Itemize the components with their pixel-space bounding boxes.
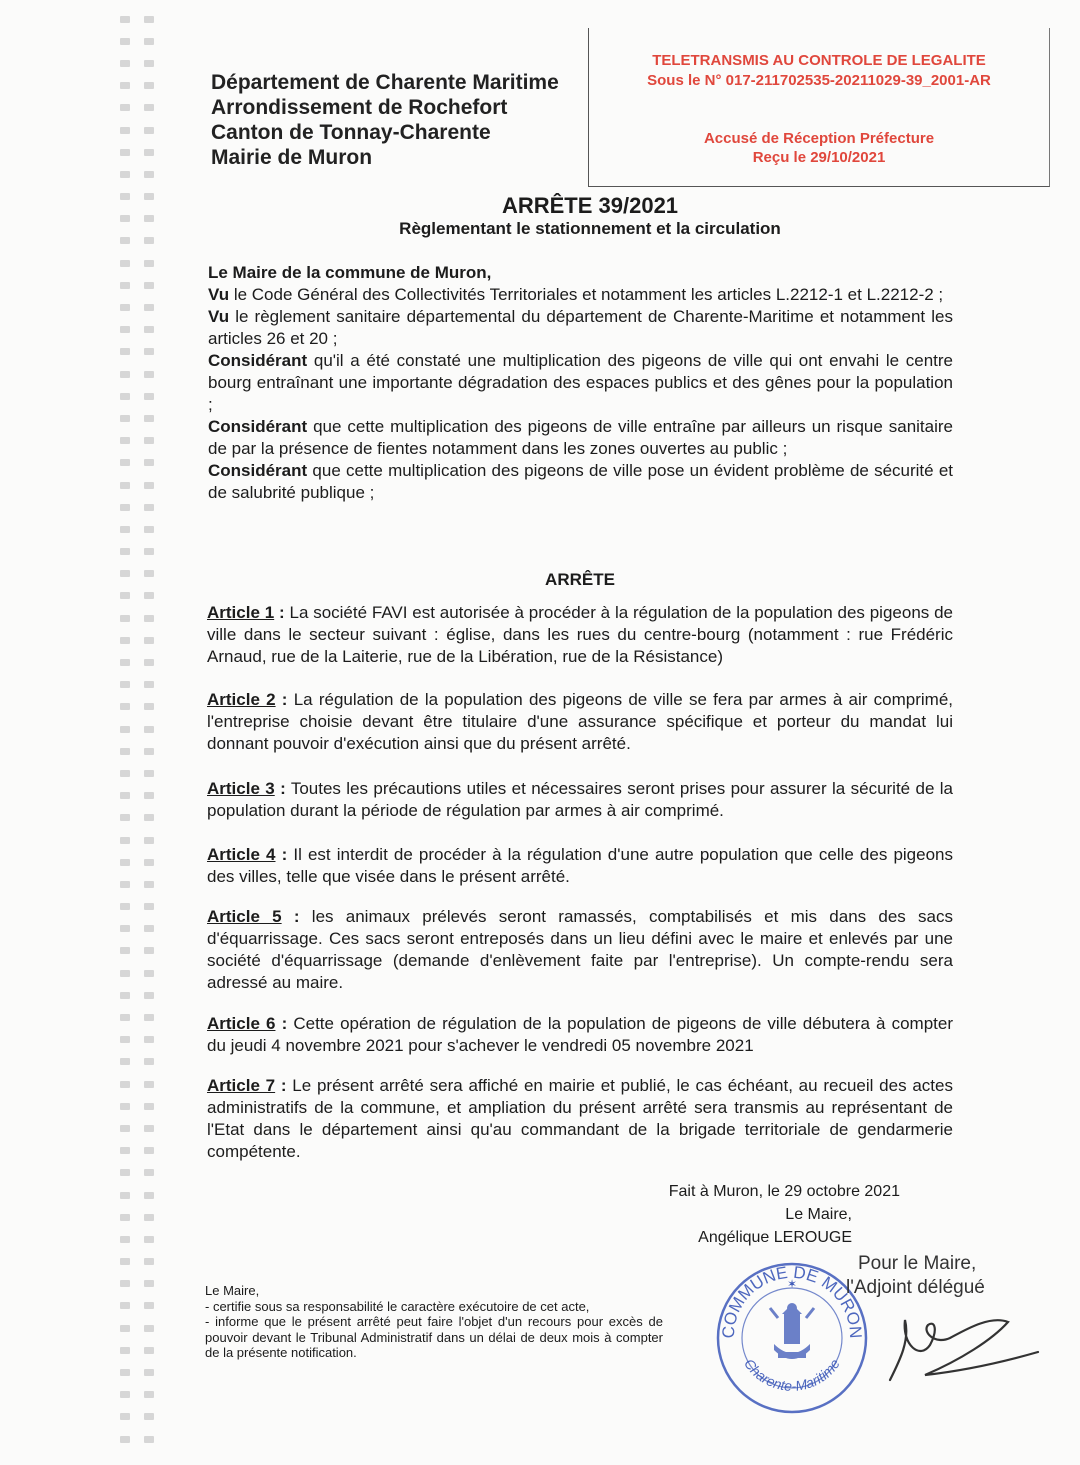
binder-hole	[120, 304, 130, 311]
binder-hole	[120, 526, 130, 533]
article-text: les animaux prélevés seront ramassés, comptabilisés et mis dans des sacs d'équarrissage. Ces sacs seront entreposés dans un lieu défini avec le maire et enlevés par une société d'équarrissage (demande d'enlèvement faite par l'entreprise). Un compte-rendu sera adressé au maire.	[207, 907, 954, 992]
binder-hole-row	[120, 1317, 170, 1339]
place-date: Fait à Muron, le 29 octobre 2021	[668, 1183, 900, 1200]
binder-hole-row	[120, 851, 170, 873]
binder-hole	[120, 1081, 130, 1088]
binder-hole-row	[120, 1095, 170, 1117]
arrondissement-line: Arrondissement de Rochefort	[211, 96, 508, 119]
binder-hole	[144, 947, 154, 954]
preamble-lead: Considérant	[208, 417, 308, 436]
binder-hole	[144, 1036, 154, 1043]
binder-hole-row	[120, 651, 170, 673]
binder-hole-row	[120, 430, 170, 452]
binder-hole	[144, 814, 154, 821]
binder-hole	[144, 1058, 154, 1065]
binder-hole	[144, 1369, 154, 1376]
mayor-intro: Le Maire de la commune de Muron,	[208, 263, 492, 282]
article-label: Article 7	[207, 1076, 276, 1095]
binder-hole	[120, 415, 130, 422]
stamp-transmission: TELETRANSMIS AU CONTROLE DE LEGALITE	[652, 52, 986, 69]
preamble-text: qu'il a été constaté une multiplication des pigeons de ville qui ont envahi le centre bourg entraînant une importante dégradation des espaces publics et des gênes pour la population ;	[208, 351, 953, 414]
svg-text:COMMUNE DE MURON: COMMUNE DE MURON	[718, 1262, 866, 1339]
binder-hole	[120, 792, 130, 799]
binder-hole-row	[120, 873, 170, 895]
binder-hole-row	[120, 674, 170, 696]
binder-hole	[144, 925, 154, 932]
handwritten-signature	[880, 1300, 1040, 1390]
binder-hole	[120, 947, 130, 954]
article-label: Article 3	[207, 779, 275, 798]
binder-hole-row	[120, 807, 170, 829]
binder-hole	[120, 726, 130, 733]
binder-hole-row	[120, 474, 170, 496]
preamble-text: le règlement sanitaire départemental du département de Charente-Maritime et notamment les articles 26 et 20 ;	[208, 307, 953, 348]
stamp-date: Reçu le 29/10/2021	[752, 149, 886, 166]
binder-hole	[120, 1147, 130, 1154]
binder-hole-row	[120, 1273, 170, 1295]
binder-hole	[120, 16, 130, 23]
binder-hole	[144, 615, 154, 622]
binder-hole	[144, 792, 154, 799]
binder-hole	[144, 104, 154, 111]
binder-hole-row	[120, 918, 170, 940]
binder-hole	[120, 681, 130, 688]
binder-hole	[120, 703, 130, 710]
binder-hole-row	[120, 163, 170, 185]
binder-hole-row	[120, 274, 170, 296]
binder-hole-row	[120, 52, 170, 74]
document-title: ARRÊTE 39/2021	[501, 193, 679, 218]
binder-hole-row	[120, 1361, 170, 1383]
binder-hole	[144, 1325, 154, 1332]
binder-hole	[120, 1169, 130, 1176]
binder-hole	[144, 504, 154, 511]
binder-hole-row	[120, 1428, 170, 1450]
binder-hole-row	[120, 1006, 170, 1028]
binder-hole	[120, 282, 130, 289]
binder-hole	[144, 1258, 154, 1265]
binder-hole	[120, 1036, 130, 1043]
binder-hole-row	[120, 119, 170, 141]
binder-hole	[144, 60, 154, 67]
binder-hole	[144, 437, 154, 444]
binder-hole-row	[120, 452, 170, 474]
binder-hole	[120, 60, 130, 67]
binder-hole	[144, 1103, 154, 1110]
binder-hole	[144, 1214, 154, 1221]
binder-hole	[144, 326, 154, 333]
binder-hole-row	[120, 696, 170, 718]
binder-hole-row	[120, 1051, 170, 1073]
handwritten-note	[846, 1252, 985, 1300]
mairie-line: Mairie de Muron	[211, 146, 373, 169]
binder-hole	[120, 1192, 130, 1199]
article-text: Il est interdit de procéder à la régulation d'une autre population que celle des pigeons des villes, telle que visée dans le présent arrêté.	[207, 845, 954, 886]
preamble	[208, 284, 953, 504]
binder-hole-row	[120, 962, 170, 984]
binder-hole-row	[120, 496, 170, 518]
binder-hole	[144, 770, 154, 777]
binder-hole	[144, 282, 154, 289]
preamble-lead: Vu	[208, 307, 230, 326]
binder-hole-row	[120, 785, 170, 807]
svg-text:✶: ✶	[786, 1277, 798, 1291]
binder-hole	[144, 38, 154, 45]
binder-hole	[144, 348, 154, 355]
binder-hole-row	[120, 518, 170, 540]
binder-hole-row	[120, 740, 170, 762]
footnote-certify: - certifie sous sa responsabilité le caractère exécutoire de cet acte,	[205, 1298, 590, 1314]
preamble-item	[208, 460, 953, 504]
decree-heading: ARRÊTE	[545, 570, 615, 589]
binder-hole	[144, 970, 154, 977]
signatory-name: Angélique LEROUGE	[698, 1229, 852, 1246]
binder-hole	[120, 171, 130, 178]
binder-hole	[120, 1058, 130, 1065]
binder-hole	[144, 127, 154, 134]
binder-hole	[120, 1214, 130, 1221]
binder-hole	[120, 1258, 130, 1265]
binder-hole	[120, 615, 130, 622]
binder-hole-row	[120, 1029, 170, 1051]
binder-hole	[120, 748, 130, 755]
binder-hole	[120, 903, 130, 910]
binder-hole	[144, 1147, 154, 1154]
binder-hole	[144, 371, 154, 378]
binder-hole-row	[120, 1251, 170, 1273]
handwritten-line-2: l'Adjoint délégué	[846, 1277, 985, 1298]
binder-hole-row	[120, 541, 170, 563]
binder-hole	[120, 1413, 130, 1420]
binder-hole	[144, 149, 154, 156]
binder-hole	[120, 1347, 130, 1354]
binder-hole	[120, 482, 130, 489]
preamble-item	[208, 350, 953, 416]
binder-hole-row	[120, 1339, 170, 1361]
handwritten-line-1: Pour le Maire,	[858, 1253, 977, 1274]
binder-hole	[144, 482, 154, 489]
binder-hole-row	[120, 1162, 170, 1184]
binder-hole	[120, 104, 130, 111]
article-3: Article 3 : Toutes les précautions utiles et nécessaires seront prises pour assurer la sécurité de la population durant la période de régulation par armes à air comprimé.	[207, 779, 953, 820]
article-label: Article 6	[207, 1014, 276, 1033]
binder-hole	[144, 548, 154, 555]
binder-hole-row	[120, 762, 170, 784]
binder-hole	[144, 1192, 154, 1199]
binder-hole	[120, 38, 130, 45]
footnote-heading: Le Maire,	[205, 1283, 260, 1298]
signature-block	[600, 1180, 900, 1249]
binder-hole	[120, 659, 130, 666]
binder-hole-row	[120, 1295, 170, 1317]
binder-hole-row	[120, 629, 170, 651]
binder-hole	[120, 970, 130, 977]
binder-hole-row	[120, 385, 170, 407]
binder-hole	[120, 1436, 130, 1443]
preamble-text: que cette multiplication des pigeons de ville pose un évident problème de sécurité et de salubrité publique ;	[208, 461, 953, 502]
binder-hole-row	[120, 75, 170, 97]
binder-hole-row	[120, 1117, 170, 1139]
stamp-receipt: Accusé de Réception Préfecture	[703, 130, 935, 147]
binder-hole	[120, 127, 130, 134]
preamble-lead: Vu	[208, 285, 230, 304]
binder-hole-row	[120, 252, 170, 274]
binder-hole-row	[120, 1228, 170, 1250]
binder-hole	[120, 82, 130, 89]
binder-hole	[144, 260, 154, 267]
article-text: La société FAVI est autorisée à procéder à la régulation de la population des pigeons de ville dans le secteur suivant : église, dans les rues du centre-bourg (notamment : rue Frédéric Arnaud, rue de la Laiterie, rue de la Libération, rue de la Résistance)	[207, 603, 953, 666]
binder-hole-row	[120, 896, 170, 918]
binder-hole	[144, 304, 154, 311]
article-2: Article 2 : La régulation de la population des pigeons de ville se fera par armes à air comprimé, l'entreprise choisie devant être titulaire d'une assurance spécifique et porteur du mandat lui donnant pouvoir d'exécution ainsi que du présent arrêté.	[207, 690, 954, 753]
binder-hole	[144, 1391, 154, 1398]
article-text: La régulation de la population des pigeons de ville se fera par armes à air comprimé, l'entreprise choisie devant être titulaire d'une assurance spécifique et porteur du mandat lui donnant pouvoir d'exécution ainsi que du présent arrêté.	[207, 690, 954, 753]
binder-hole	[120, 348, 130, 355]
binder-hole	[144, 171, 154, 178]
preamble-item	[208, 284, 953, 306]
binder-hole	[120, 1369, 130, 1376]
binder-hole	[144, 16, 154, 23]
legal-footnote	[205, 1283, 663, 1361]
binder-hole	[120, 592, 130, 599]
binder-hole-row	[120, 1073, 170, 1095]
binder-hole-row	[120, 363, 170, 385]
binder-hole-row	[120, 1384, 170, 1406]
preamble-item	[208, 306, 953, 350]
binder-hole	[144, 637, 154, 644]
binder-hole-row	[120, 718, 170, 740]
binder-hole	[144, 82, 154, 89]
binder-hole	[120, 1302, 130, 1309]
binder-hole-row	[120, 30, 170, 52]
binder-hole	[144, 1014, 154, 1021]
prefecture-stamp	[588, 28, 1050, 187]
article-text: Toutes les précautions utiles et nécessaires seront prises pour assurer la sécurité de la population durant la période de régulation par armes à air comprimé.	[207, 779, 953, 820]
binder-hole	[144, 837, 154, 844]
document-subtitle: Règlementant le stationnement et la circulation	[399, 219, 781, 238]
stamp-number: Sous le N° 017-211702535-20211029-39_2001-AR	[647, 72, 991, 89]
article-1: Article 1 : La société FAVI est autorisée à procéder à la régulation de la population des pigeons de ville dans le secteur suivant : église, dans les rues du centre-bourg (notamment : rue Frédéric Arnaud, rue de la Laiterie, rue de la Libération, rue de la Résistance)	[207, 603, 953, 666]
canton-line: Canton de Tonnay-Charente	[211, 121, 491, 144]
binder-hole	[120, 881, 130, 888]
article-label: Article 1	[207, 603, 275, 622]
binder-hole	[120, 548, 130, 555]
binder-hole	[120, 770, 130, 777]
binder-hole	[144, 1302, 154, 1309]
preamble-lead: Considérant	[208, 351, 308, 370]
binder-hole	[120, 371, 130, 378]
binder-hole-row	[120, 97, 170, 119]
binder-hole	[144, 1436, 154, 1443]
binder-hole-row	[120, 407, 170, 429]
binder-hole	[120, 859, 130, 866]
binder-hole	[144, 526, 154, 533]
binder-hole	[144, 726, 154, 733]
binder-hole	[144, 681, 154, 688]
binder-hole	[144, 592, 154, 599]
binder-hole	[144, 992, 154, 999]
binder-hole	[120, 260, 130, 267]
binder-hole	[120, 1014, 130, 1021]
binder-hole-row	[120, 141, 170, 163]
binder-hole	[120, 393, 130, 400]
preamble-lead: Considérant	[208, 461, 308, 480]
binder-hole-row	[120, 1406, 170, 1428]
article-label: Article 4	[207, 845, 276, 864]
department-line: Département de Charente Maritime	[211, 71, 559, 94]
binder-hole-row	[120, 8, 170, 30]
signatory-role: Le Maire,	[785, 1206, 852, 1223]
binder-hole	[120, 1391, 130, 1398]
article-4: Article 4 : Il est interdit de procéder à la régulation d'une autre population que celle des pigeons des villes, telle que visée dans le présent arrêté.	[207, 845, 954, 886]
binder-hole	[144, 1125, 154, 1132]
binder-hole	[120, 149, 130, 156]
binder-hole-row	[120, 1140, 170, 1162]
binder-hole-row	[120, 829, 170, 851]
binder-hole	[144, 881, 154, 888]
article-text: Le présent arrêté sera affiché en mairie et publié, le cas échéant, au recueil des actes administratifs de la commune, et ampliation du présent arrêté sera transmis au représentant de l'Etat dans le département ainsi qu'au commandant de la brigade territoriale de gendarmerie compétente.	[207, 1076, 953, 1161]
preamble-item	[208, 416, 953, 460]
binder-hole	[144, 1347, 154, 1354]
binder-hole	[144, 903, 154, 910]
svg-text:Charente-Maritime: Charente-Maritime	[741, 1355, 843, 1394]
preamble-text: le Code Général des Collectivités Territoriales et notamment les articles L.2212-1 et L.2212-2 ;	[229, 285, 944, 304]
binder-hole-row	[120, 1206, 170, 1228]
binder-hole-row	[120, 1184, 170, 1206]
article-5: Article 5 : les animaux prélevés seront ramassés, comptabilisés et mis dans des sacs d'équarrissage. Ces sacs seront entreposés dans un lieu défini avec le maire et enlevés par une société d'équarrissage (demande d'enlèvement faite par l'entreprise). Un compte-rendu sera adressé au maire.	[207, 907, 954, 992]
binder-hole	[144, 393, 154, 400]
binder-hole-row	[120, 940, 170, 962]
binder-hole	[144, 459, 154, 466]
binder-hole	[144, 1081, 154, 1088]
binder-hole	[144, 1280, 154, 1287]
binder-hole	[120, 1280, 130, 1287]
binder-hole	[144, 748, 154, 755]
article-label: Article 5	[207, 907, 282, 926]
binder-hole	[144, 1169, 154, 1176]
municipal-seal	[712, 1248, 872, 1418]
binder-hole-row	[120, 341, 170, 363]
binder-hole-row	[120, 607, 170, 629]
article-text: Cette opération de régulation de la population de pigeons de ville débutera à compter du jeudi 4 novembre 2021 pour s'achever le vendredi 05 novembre 2021	[207, 1014, 953, 1055]
binder-hole	[144, 859, 154, 866]
binder-hole	[120, 1236, 130, 1243]
binder-hole	[120, 925, 130, 932]
binder-hole	[144, 659, 154, 666]
binder-hole	[120, 1125, 130, 1132]
binder-hole	[120, 1103, 130, 1110]
binder-hole	[144, 415, 154, 422]
article-label: Article 2	[207, 690, 276, 709]
binder-hole	[144, 1236, 154, 1243]
binder-hole-row	[120, 984, 170, 1006]
binder-hole	[120, 637, 130, 644]
binder-hole	[120, 326, 130, 333]
binder-hole	[120, 837, 130, 844]
binder-hole	[120, 814, 130, 821]
binder-hole	[144, 703, 154, 710]
binder-hole-row	[120, 319, 170, 341]
binder-hole	[120, 437, 130, 444]
article-7: Article 7 : Le présent arrêté sera affiché en mairie et publié, le cas échéant, au recueil des actes administratifs de la commune, et ampliation du présent arrêté sera transmis au représentant de l'Etat dans le département ainsi qu'au commandant de la brigade territoriale de gendarmerie compétente.	[207, 1076, 953, 1161]
binder-hole	[144, 1413, 154, 1420]
binder-hole	[120, 992, 130, 999]
preamble-text: que cette multiplication des pigeons de ville entraîne par ailleurs un risque sanitaire de par la présence de fientes notamment dans les zones ouvertes au public ;	[208, 417, 953, 458]
article-6: Article 6 : Cette opération de régulation de la population de pigeons de ville débutera à compter du jeudi 4 novembre 2021 pour s'achever le vendredi 05 novembre 2021	[207, 1014, 953, 1055]
binder-hole	[120, 504, 130, 511]
binder-hole	[120, 1325, 130, 1332]
binder-hole	[120, 459, 130, 466]
issuer-header	[211, 70, 559, 170]
binder-hole-row	[120, 296, 170, 318]
footnote-appeal: - informe que le présent arrêté peut faire l'objet d'un recours pour excès de pouvoir devant le Tribunal Administratif dans un délai de deux mois à compter de la présente notification.	[205, 1314, 663, 1360]
